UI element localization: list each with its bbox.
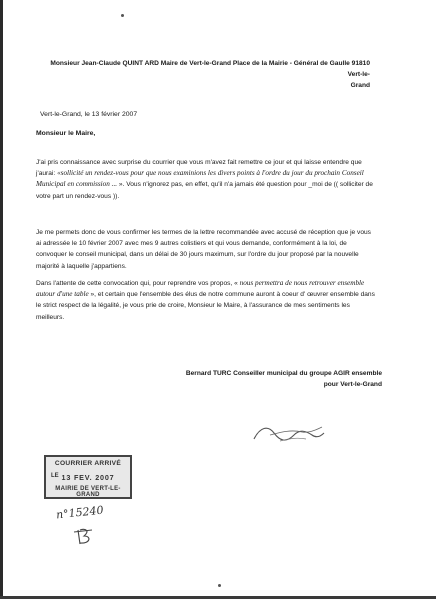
- handwritten-annotation: n°15240: [55, 503, 105, 522]
- salutation: Monsieur le Maire,: [36, 130, 96, 137]
- scan-edge-left: [0, 0, 3, 599]
- header-line: Grand: [350, 82, 370, 89]
- paragraph-text: », et certain que l'ensemble des élus de notre commune auront à coeur d' œuvrer ensemble dans le strict respect de la légalité, je vous prie de croire, Monsieur le Maire, à l'assurance de mes sentiments les meilleurs.: [36, 291, 375, 321]
- paragraph-2: Je me permets donc de vous confirmer les termes de la lettre recommandée avec accusé de réception que je vous ai adressée le 10 février 2007 avec mes 9 autres colistiers et qui vous demande, conformément à la loi, de convoquer le conseil municipal, dans un délai de 30 jours maximum, sur l'ordre du jour proposé par la nouvelle majorité à laquelle j'appartiens.: [36, 229, 371, 270]
- header-line: Monsieur Jean-Claude QUINT ARD Maire de Vert-le-Grand Place de la Mairie - Général de Gaulle 91810 Vert-le-: [50, 60, 370, 78]
- recipient-header: [40, 58, 370, 91]
- signer-line: Bernard TURC Conseiller municipal du groupe AGIR ensemble: [185, 370, 382, 377]
- paragraph-text: ». Vous n'ignorez pas, en effet, qu'il n'a jamais été question pour _moi de (( solliciter de votre part un rendez-vous )).: [36, 181, 373, 200]
- paragraph-text: J'ai pris connaissance avec surprise du courrier que vous m'avez fait remettre ce jour et qui laisse entendre que j'aurai:: [36, 159, 362, 178]
- handwritten-initials: [72, 526, 98, 548]
- signer-line: pour Vert-le-Grand: [323, 381, 382, 388]
- paragraph-text: Dans l'attente de cette convocation qui, pour reprendre vos propos, «: [36, 280, 240, 287]
- scan-speck: [218, 584, 221, 587]
- paragraph-1: [36, 157, 376, 202]
- paragraph-3: [36, 278, 376, 323]
- quoted-text: «sollicité un rendez-vous pour que nous examinions les divers points à l'ordre du jour du prochain Conseil Municipal en commission ...: [36, 169, 364, 189]
- scan-speck: [121, 14, 124, 17]
- quoted-text: nous permettra de nous retrouver ensemble autour d'une table: [36, 279, 365, 299]
- stamp-le: LE: [51, 473, 59, 479]
- stamp-line: COURRIER ARRIVÉ: [54, 460, 122, 467]
- signer-block: [150, 368, 382, 390]
- stamp-date: 13 FEV. 2007: [61, 473, 115, 482]
- received-stamp: [44, 455, 132, 499]
- handwritten-signature: [250, 415, 330, 451]
- stamp-line: MAIRIE DE VERT-LE-GRAND: [55, 486, 121, 498]
- date-line: Vert-le-Grand, le 13 février 2007: [40, 111, 138, 118]
